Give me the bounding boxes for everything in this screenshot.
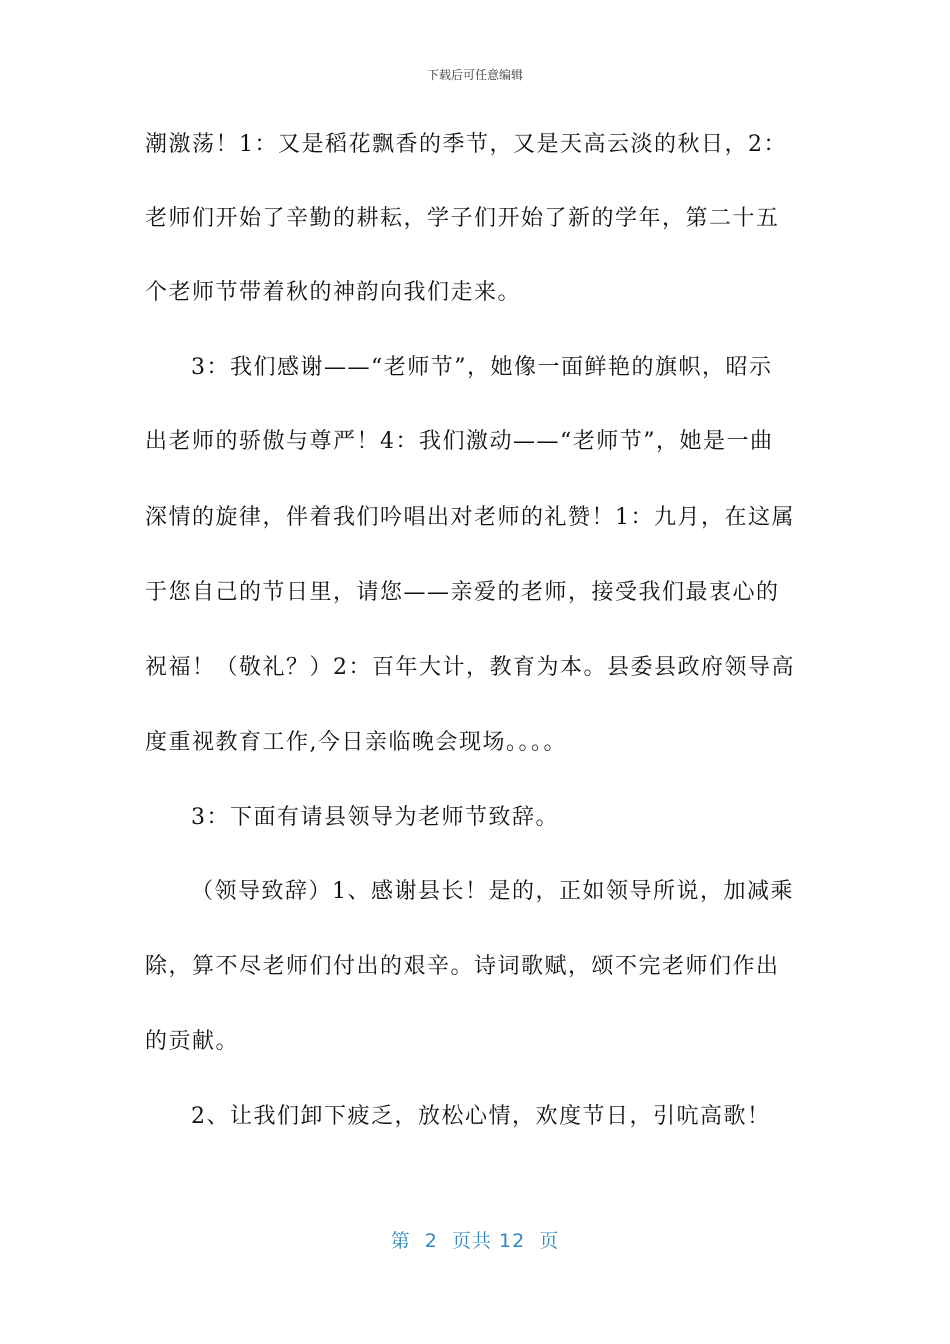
body-text-line: 潮激荡！1：又是稻花飘香的季节，又是天高云淡的秋日，2： [145,132,787,157]
body-text-line: 于您自己的节日里，请您——亲爱的老师，接受我们最衷心的 [145,580,780,605]
body-text-line: 深情的旋律，伴着我们吟唱出对老师的礼赞！1：九月，在这属 [145,505,795,530]
body-text-line: 的贡献。 [145,1029,240,1054]
body-text-line: 老师们开始了辛勤的耕耘，学子们开始了新的学年，第二十五 [145,206,780,231]
body-text-line: 祝福！（敬礼？）2：百年大计，教育为本。县委县政府领导高 [145,655,795,680]
body-text-line: 除，算不尽老师们付出的艰辛。诗词歌赋，颂不完老师们作出 [145,954,780,979]
body-text-line: 出老师的骄傲与尊严！4：我们激动——“老师节”，她是一曲 [145,429,774,454]
body-text-line: 3：我们感谢——“老师节”，她像一面鲜艳的旗帜，昭示 [191,355,773,380]
body-text-line: 3：下面有请县领导为老师节致辞。 [191,805,559,830]
page-number-footer: 第 2 页共 12 页 [390,1230,560,1252]
body-text-line: 度重视教育工作,今日亲临晚会现场。。。。 [145,730,567,755]
body-text-line: （领导致辞）1、感谢县长！是的，正如领导所说，加减乘 [191,879,794,904]
body-text-line: 2、让我们卸下疲乏，放松心情，欢度节日，引吭高歌！ [191,1104,771,1129]
page-header: 下载后可任意编辑 [426,68,523,82]
body-text-line: 个老师节带着秋的神韵向我们走来。 [145,280,522,305]
